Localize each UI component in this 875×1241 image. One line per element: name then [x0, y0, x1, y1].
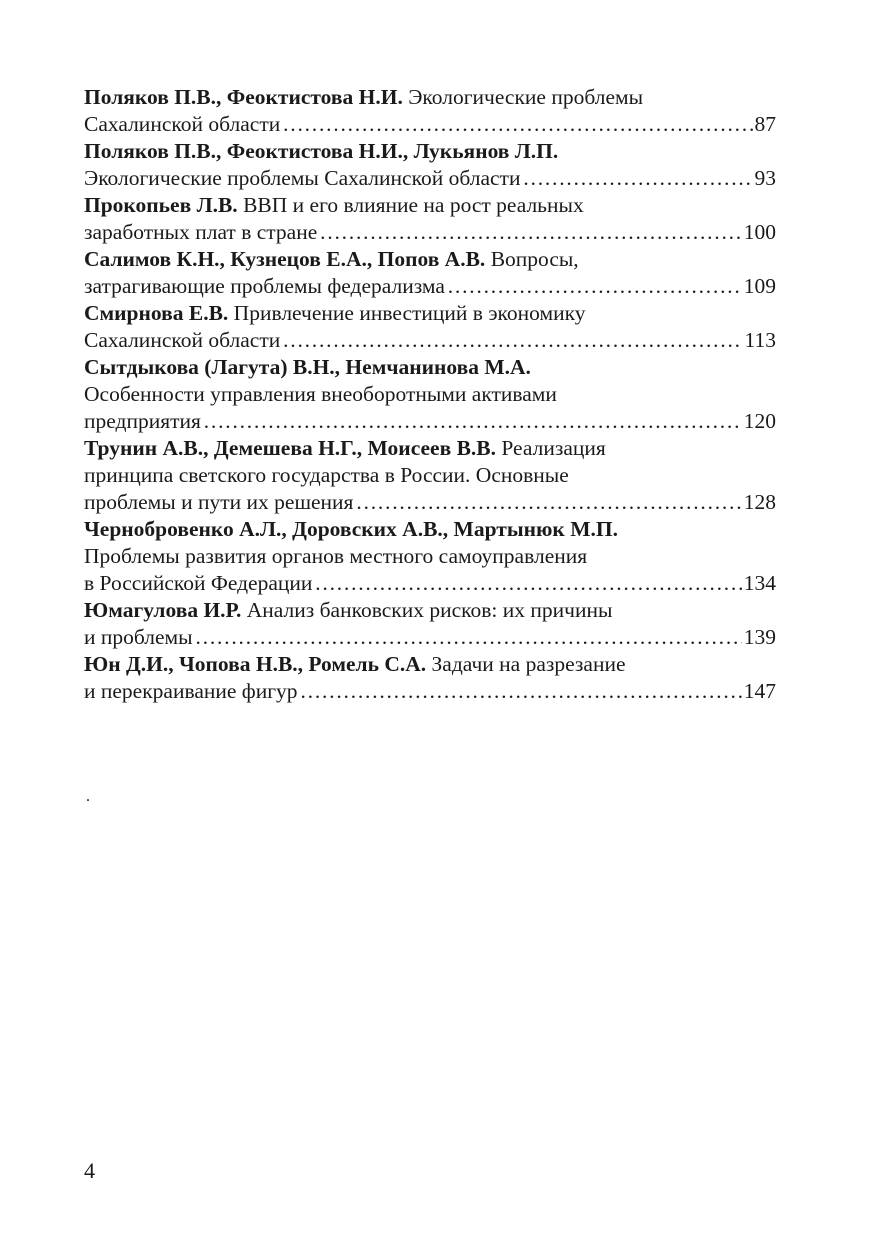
toc-entry-title-line: Проблемы развития органов местного самоуправления [84, 544, 588, 568]
dot-leader [447, 273, 742, 300]
toc-entry-title-fragment: Экологические проблемы [408, 85, 644, 109]
toc-entry-authors: Прокопьев Л.В. [84, 193, 238, 217]
toc-entry-first-line [84, 300, 776, 327]
toc-entry-last-line [84, 408, 776, 435]
toc-entry-page: 109 [743, 274, 776, 298]
stray-dot: . [86, 788, 90, 805]
toc-entry [84, 300, 776, 354]
toc-entry-title-fragment: Реализация [501, 436, 606, 460]
toc-entry-last-line [84, 489, 776, 516]
dot-leader [282, 111, 752, 138]
toc-entry-page: 87 [754, 112, 776, 136]
toc-entry [84, 192, 776, 246]
dot-leader [355, 489, 741, 516]
toc-entry-last-line [84, 111, 776, 138]
table-of-contents [84, 84, 776, 705]
toc-entry-first-line [84, 246, 776, 273]
toc-entry-title-fragment: ВВП и его влияние на рост реальных [243, 193, 584, 217]
dot-leader [282, 327, 742, 354]
toc-entry-authors: Поляков П.В., Феоктистова Н.И. [84, 85, 403, 109]
toc-entry-title-end: затрагивающие проблемы федерализма [84, 274, 445, 298]
toc-entry [84, 435, 776, 516]
toc-entry [84, 354, 776, 435]
toc-entry-first-line [84, 192, 776, 219]
toc-entry-last-line [84, 273, 776, 300]
page-number: 4 [84, 1158, 95, 1183]
toc-entry-title-end: заработных плат в стране [84, 220, 318, 244]
toc-entry-page: 128 [743, 490, 776, 514]
toc-entry-authors: Юн Д.И., Чопова Н.В., Ромель С.А. [84, 652, 427, 676]
toc-entry-last-line [84, 678, 776, 705]
toc-entry-authors: Салимов К.Н., Кузнецов Е.А., Попов А.В. [84, 247, 486, 271]
toc-entry-first-line [84, 138, 776, 165]
toc-entry-page: 113 [744, 328, 776, 352]
toc-entry-authors: Сытдыкова (Лагута) В.Н., Немчанинова М.А. [84, 355, 531, 379]
toc-entry [84, 138, 776, 192]
dot-leader [522, 165, 752, 192]
toc-entry-title-end: и проблемы [84, 625, 193, 649]
toc-entry-authors: Поляков П.В., Феоктистова Н.И., Лукьянов Л.П. [84, 139, 559, 163]
toc-entry-authors: Трунин А.В., Демешева Н.Г., Моисеев В.В. [84, 436, 496, 460]
toc-entry [84, 246, 776, 300]
dot-leader [314, 570, 741, 597]
toc-entry-title-fragment: Вопросы, [490, 247, 579, 271]
toc-entry-last-line [84, 570, 776, 597]
toc-entry-title-end: предприятия [84, 409, 201, 433]
toc-entry-first-line [84, 516, 776, 543]
toc-entry-first-line [84, 597, 776, 624]
toc-entry-last-line [84, 327, 776, 354]
toc-entry-page: 93 [754, 166, 776, 190]
toc-entry-page: 139 [743, 625, 776, 649]
toc-entry-title-line: Особенности управления внеоборотными активами [84, 382, 557, 406]
toc-entry-last-line [84, 165, 776, 192]
toc-entry-authors: Юмагулова И.Р. [84, 598, 242, 622]
toc-entry [84, 516, 776, 597]
toc-entry [84, 651, 776, 705]
toc-entry-title-line: принципа светского государства в России. Основные [84, 463, 569, 487]
toc-entry-title-fragment: Анализ банковских рисков: их причины [246, 598, 613, 622]
toc-entry-page: 120 [743, 409, 776, 433]
toc-entry-last-line [84, 624, 776, 651]
toc-entry-title-end: Сахалинской области [84, 112, 281, 136]
toc-entry-page: 100 [743, 220, 776, 244]
toc-entry-authors: Чернобровенко А.Л., Доровских А.В., Мартынюк М.П. [84, 517, 618, 541]
toc-entry-title-end: и перекраивание фигур [84, 679, 298, 703]
toc-entry-title-end: проблемы и пути их решения [84, 490, 354, 514]
toc-entry-first-line [84, 84, 776, 111]
dot-leader [195, 624, 742, 651]
toc-entry-page: 147 [743, 679, 776, 703]
toc-entry-page: 134 [743, 571, 776, 595]
toc-entry [84, 597, 776, 651]
dot-leader [300, 678, 742, 705]
toc-entry-first-line [84, 435, 776, 462]
toc-entry-title-fragment: Задачи на разрезание [431, 652, 626, 676]
dot-leader [319, 219, 741, 246]
toc-entry-first-line [84, 651, 776, 678]
toc-entry-authors: Смирнова Е.В. [84, 301, 229, 325]
dot-leader [203, 408, 742, 435]
toc-entry-first-line [84, 354, 776, 381]
toc-entry [84, 84, 776, 138]
toc-entry-title-fragment: Привлечение инвестиций в экономику [233, 301, 586, 325]
toc-entry-title-end: в Российской Федерации [84, 571, 313, 595]
toc-entry-title-end: Экологические проблемы Сахалинской области [84, 166, 521, 190]
toc-entry-last-line [84, 219, 776, 246]
toc-entry-title-end: Сахалинской области [84, 328, 281, 352]
